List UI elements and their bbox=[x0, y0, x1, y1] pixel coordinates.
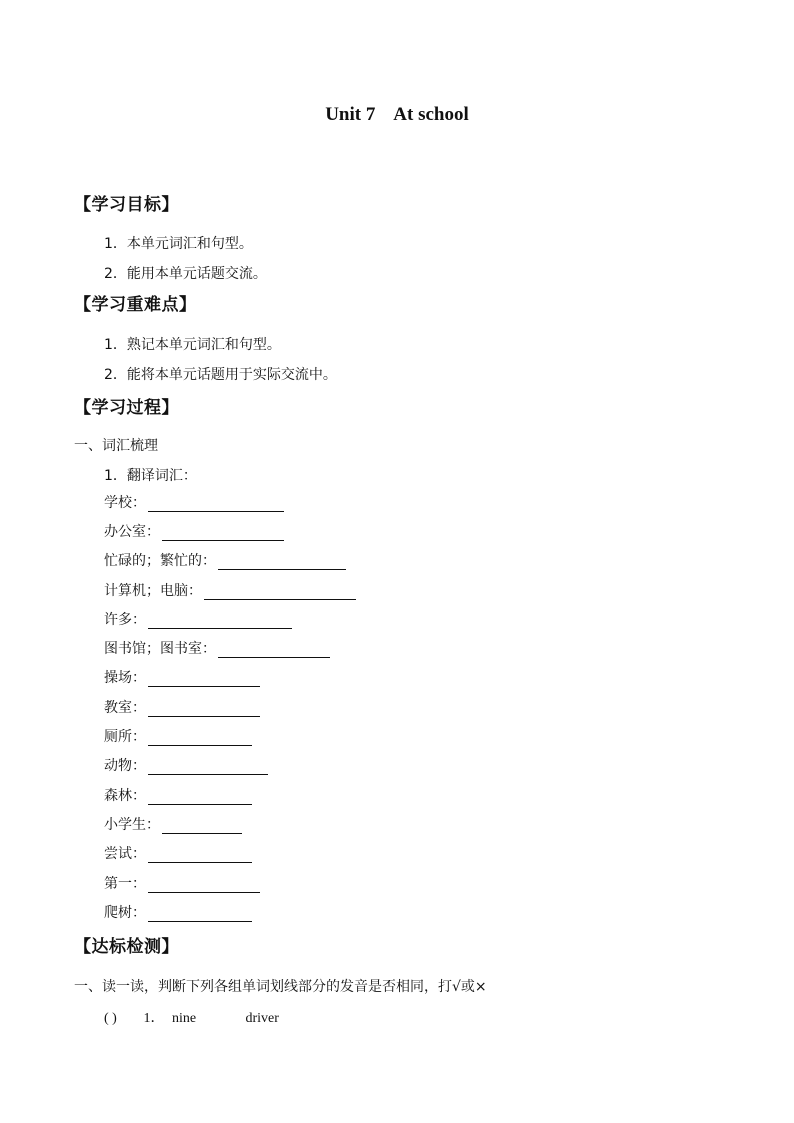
vocab-row bbox=[104, 755, 268, 775]
exercise-number: 1． bbox=[143, 1011, 165, 1026]
answer-blank[interactable] bbox=[148, 907, 252, 922]
answer-blank[interactable] bbox=[148, 614, 292, 629]
answer-blank[interactable] bbox=[148, 497, 284, 512]
vocab-row bbox=[104, 843, 252, 863]
vocab-prompt: 小学生： bbox=[104, 817, 160, 833]
assessment-heading: 【达标检测】 bbox=[74, 937, 179, 957]
vocab-row bbox=[104, 609, 292, 629]
vocab-prompt: 动物： bbox=[104, 758, 146, 774]
vocab-prompt: 第一： bbox=[104, 876, 146, 892]
learning-process-heading: 【学习过程】 bbox=[74, 398, 179, 418]
answer-blank[interactable] bbox=[162, 526, 284, 541]
vocab-prompt: 尝试： bbox=[104, 846, 146, 862]
answer-paren[interactable]: ( ) bbox=[104, 1011, 117, 1026]
vocab-row bbox=[104, 521, 284, 541]
vocab-row bbox=[104, 550, 346, 570]
answer-blank[interactable] bbox=[148, 702, 260, 717]
vocab-row bbox=[104, 697, 260, 717]
goal-item: 2．能用本单元话题交流。 bbox=[104, 266, 267, 282]
translate-vocab-instruction: 1．翻译词汇： bbox=[104, 468, 197, 484]
vocab-row bbox=[104, 873, 260, 893]
vocab-prompt: 学校： bbox=[104, 495, 146, 511]
answer-blank[interactable] bbox=[148, 760, 268, 775]
vocab-row bbox=[104, 726, 252, 746]
vocab-prompt: 森林： bbox=[104, 788, 146, 804]
vocab-prompt: 厕所： bbox=[104, 729, 146, 745]
vocab-row bbox=[104, 580, 356, 600]
answer-blank[interactable] bbox=[148, 848, 252, 863]
key-point-item: 2．能将本单元话题用于实际交流中。 bbox=[104, 367, 337, 383]
answer-blank[interactable] bbox=[162, 819, 242, 834]
vocab-row bbox=[104, 785, 252, 805]
vocab-prompt: 爬树： bbox=[104, 905, 146, 921]
key-point-item: 1．熟记本单元词汇和句型。 bbox=[104, 337, 281, 353]
answer-blank[interactable] bbox=[204, 585, 356, 600]
learning-goals-heading: 【学习目标】 bbox=[74, 195, 179, 215]
vocab-prompt: 忙碌的；繁忙的： bbox=[104, 553, 216, 569]
vocab-prompt: 教室： bbox=[104, 700, 146, 716]
vocabulary-section-title: 一、词汇梳理 bbox=[74, 438, 158, 454]
page-title: Unit 7 At school bbox=[325, 104, 469, 125]
vocab-prompt: 图书馆；图书室： bbox=[104, 641, 216, 657]
vocab-row bbox=[104, 902, 252, 922]
vocab-row bbox=[104, 492, 284, 512]
answer-blank[interactable] bbox=[148, 731, 252, 746]
answer-blank[interactable] bbox=[148, 790, 252, 805]
vocab-prompt: 计算机；电脑： bbox=[104, 583, 202, 599]
pronunciation-exercise-1 bbox=[104, 1007, 279, 1027]
answer-blank[interactable] bbox=[148, 878, 260, 893]
answer-blank[interactable] bbox=[218, 555, 346, 570]
vocab-prompt: 办公室： bbox=[104, 524, 160, 540]
answer-blank[interactable] bbox=[218, 643, 330, 658]
vocab-prompt: 许多： bbox=[104, 612, 146, 628]
key-points-heading: 【学习重难点】 bbox=[74, 295, 197, 315]
exercise-word: driver bbox=[245, 1011, 279, 1026]
pronunciation-instruction: 一、读一读，判断下列各组单词划线部分的发音是否相同，打√或× bbox=[74, 979, 487, 995]
goal-item: 1．本单元词汇和句型。 bbox=[104, 236, 253, 252]
answer-blank[interactable] bbox=[148, 672, 260, 687]
vocab-prompt: 操场： bbox=[104, 670, 146, 686]
exercise-word: nine bbox=[172, 1011, 197, 1026]
vocab-row bbox=[104, 638, 330, 658]
vocab-row bbox=[104, 667, 260, 687]
vocab-row bbox=[104, 814, 242, 834]
